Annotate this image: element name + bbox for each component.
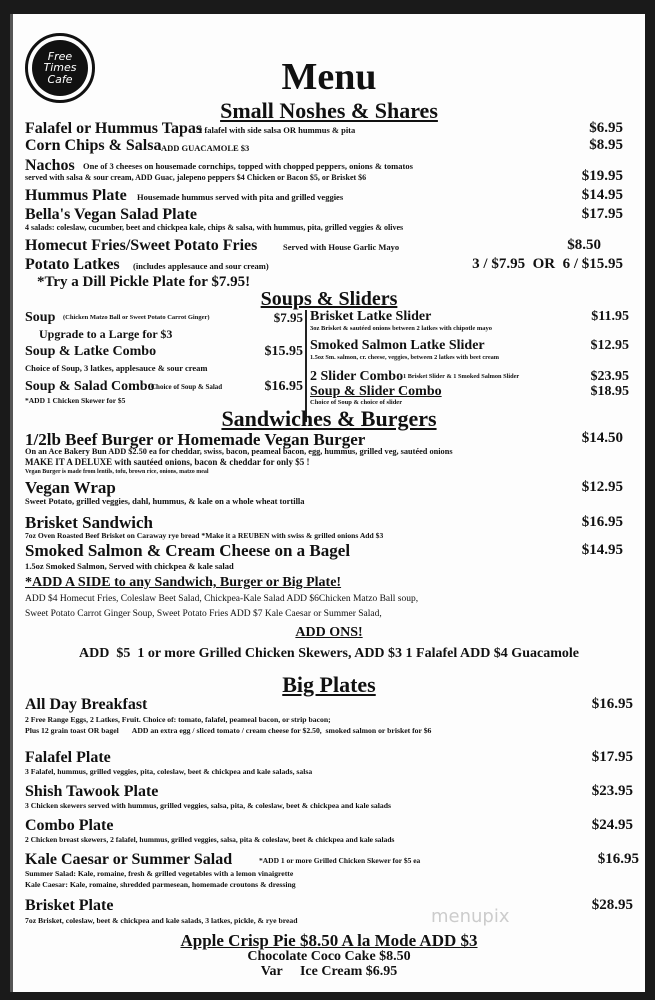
watermark: menupix (431, 906, 510, 927)
add-a-side-heading: *ADD A SIDE to any Sandwich, Burger or Big Plate! (25, 575, 342, 590)
item-desc: 2 Chicken breast skewers, 2 falafel, hummus, grilled veggies, salsa, pita & coleslaw, beet & chickpea and kale salads (25, 835, 395, 844)
item-name: Homecut Fries/Sweet Potato Fries (25, 237, 258, 254)
menu-page (10, 14, 645, 992)
item-desc: 1.5oz Smoked Salmon, Served with chickpea & kale salad (25, 561, 234, 571)
item-name: Shish Tawook Plate (25, 783, 159, 800)
item-price: $16.95 (597, 851, 639, 867)
add-ons-heading: ADD ONS! (295, 625, 363, 640)
item-desc: Upgrade to a Large for $3 (39, 327, 173, 341)
item-desc: 3oz Brisket & sautéed onions between 2 latkes with chipotle mayo (310, 325, 492, 332)
dessert-ice-cream: Var Ice Cream $6.95 (260, 964, 398, 979)
item-price: $23.95 (591, 783, 633, 799)
item-name: 2 Slider Combo (310, 369, 404, 384)
item-desc: *ADD 1 Chicken Skewer for $5 (25, 396, 126, 405)
item-desc: 3 Chicken skewers served with hummus, grilled veggies, salsa, pita, & coleslaw, beet & chickpea and kale salads (25, 801, 392, 810)
item-name: Falafel Plate (25, 749, 111, 766)
item-name: Combo Plate (25, 817, 114, 834)
item-name: 1/2lb Beef Burger or Homemade Vegan Burger (25, 430, 366, 449)
item-price: $11.95 (591, 309, 629, 324)
item-price: $17.95 (581, 206, 623, 222)
item-desc: 1.5oz Sm. salmon, cr. cheese, veggies, between 2 latkes with beet cream (310, 354, 500, 361)
item-desc: Kale Caesar: Kale, romaine, shredded parmesean, homemade croutons & dressing (25, 880, 296, 889)
item-price: 3 / $7.95 OR 6 / $15.95 (472, 256, 623, 272)
item-name: Soup & Salad Combo (25, 379, 155, 394)
item-desc: MAKE IT A DELUXE with sautéed onions, bacon & cheddar for only $5 ! (25, 457, 310, 467)
item-price: $7.95 (273, 310, 303, 325)
item-desc: 1 Brisket Slider & 1 Smoked Salmon Slider (403, 373, 520, 380)
side-options: Sweet Potato Carrot Ginger Soup, Sweet Potato Fries ADD $7 Kale Caesar or Summer Salad, (25, 609, 382, 619)
item-desc: 7oz Brisket, coleslaw, beet & chickpea and kale salads, 3 latkes, pickle, & rye bread (25, 916, 298, 925)
item-desc: Served with House Garlic Mayo (283, 242, 400, 252)
section-big-plates: Big Plates (282, 672, 376, 697)
item-desc: 2 Free Range Eggs, 2 Latkes, Fruit. Choice of: tomato, falafel, peameal bacon, or strip bacon; (25, 715, 331, 724)
item-desc: Vegan Burger is made from lentils, tofu, brown rice, onions, matzo meal (25, 469, 209, 475)
item-name: All Day Breakfast (25, 696, 148, 713)
item-name: Nachos (25, 157, 75, 174)
item-name: Bella's Vegan Salad Plate (25, 206, 198, 223)
item-name: Smoked Salmon Latke Slider (310, 338, 485, 353)
item-note: *ADD 1 or more Grilled Chicken Skewer for $5 ea (259, 856, 421, 865)
item-price: $19.95 (581, 168, 623, 184)
item-name: Brisket Plate (25, 897, 114, 914)
item-desc: 2 falafel with side salsa OR hummus & pita (198, 125, 356, 135)
item-price: $8.95 (589, 137, 623, 153)
item-price: $16.95 (264, 379, 303, 394)
item-desc: Sweet Potato, grilled veggies, dahl, hummus, & kale on a whole wheat tortilla (25, 496, 305, 506)
item-desc: served with salsa & sour cream, ADD Guac, jalepeno peppers $4 Chicken or Bacon $5, or Brisket $6 (25, 173, 367, 182)
item-name: Soup & Slider Combo (310, 384, 442, 399)
item-name: Smoked Salmon & Cream Cheese on a Bagel (25, 541, 351, 560)
cafe-logo: Free Times Cafe (25, 33, 95, 103)
item-name: Vegan Wrap (25, 478, 116, 497)
item-price: $12.95 (581, 479, 623, 495)
item-name: Corn Chips & Salsa (25, 137, 162, 154)
item-desc: (includes applesauce and sour cream) (133, 261, 269, 271)
item-name: Hummus Plate (25, 187, 127, 204)
item-name: Kale Caesar or Summer Salad (25, 851, 233, 868)
item-price: $16.95 (581, 514, 623, 530)
item-desc: Summer Salad: Kale, romaine, fresh & grilled vegetables with a lemon vinaigrette (25, 869, 294, 878)
item-price: $6.95 (589, 120, 623, 136)
item-price: $24.95 (591, 817, 633, 833)
section-small-noshes: Small Noshes & Shares (220, 98, 438, 123)
item-desc: 7oz Oven Roasted Beef Brisket on Caraway rye bread *Make it a REUBEN with swiss & grilled onions Add $3 (25, 531, 384, 540)
item-desc: On an Ace Bakery Bun ADD $2.50 ea for cheddar, swiss, bacon, peameal bacon, egg, hummus, grilled veg, sautéed onions (25, 447, 453, 456)
dessert-chocolate-cake: Chocolate Coco Cake $8.50 (247, 949, 411, 964)
item-desc: Choice of Soup, 3 latkes, applesauce & sour cream (25, 363, 208, 373)
item-desc: One of 3 cheeses on housemade cornchips, topped with chopped peppers, onions & tomatos (83, 161, 413, 171)
item-price: $12.95 (590, 338, 629, 353)
item-desc: Choice of Soup & choice of slider (310, 399, 403, 406)
item-desc: Plus 12 grain toast OR bagel ADD an extra egg / sliced tomato / cream cheese for $2.50, smoked salmon or brisket for $6 (25, 726, 432, 735)
item-desc: (Chicken Matzo Ball or Sweet Potato Carrot Ginger) (63, 314, 210, 321)
item-price: $8.50 (567, 237, 601, 253)
item-name: Soup (25, 310, 56, 325)
item-desc: 3 Falafel, hummus, grilled veggies, pita, coleslaw, beet & chickpea and kale salads, salsa (25, 767, 313, 776)
item-desc: Housemade hummus served with pita and grilled veggies (137, 192, 344, 202)
item-name: Brisket Sandwich (25, 513, 153, 532)
section-soups-sliders: Soups & Sliders (260, 288, 398, 310)
side-options: ADD $4 Homecut Fries, Coleslaw Beet Salad, Chickpea-Kale Salad ADD $6Chicken Matzo Ball soup, (25, 594, 419, 604)
item-name: Soup & Latke Combo (25, 344, 157, 359)
item-name: Falafel or Hummus Tapas (25, 120, 203, 137)
menu-title: Menu (281, 56, 377, 98)
item-price: $14.50 (581, 430, 623, 446)
item-price: $16.95 (591, 696, 633, 712)
item-price: $18.95 (590, 384, 629, 399)
item-name: Potato Latkes (25, 256, 120, 273)
item-price: $23.95 (590, 369, 629, 384)
item-desc: Choice of Soup & Salad (151, 383, 223, 391)
item-price: $14.95 (581, 187, 623, 203)
dill-pickle-note: *Try a Dill Pickle Plate for $7.95! (37, 274, 251, 290)
item-name: Brisket Latke Slider (310, 309, 432, 324)
item-price: $14.95 (581, 542, 623, 558)
item-desc: ADD GUACAMOLE $3 (161, 143, 250, 153)
dessert-apple-crisp: Apple Crisp Pie $8.50 A la Mode ADD $3 (180, 931, 478, 950)
section-sandwiches: Sandwiches & Burgers (221, 406, 437, 431)
add-ons-line: ADD $5 1 or more Grilled Chicken Skewers, ADD $3 1 Falafel ADD $4 Guacamole (79, 646, 579, 661)
item-price: $15.95 (264, 344, 303, 359)
item-desc: 4 salads: coleslaw, cucumber, beet and chickpea kale, chips & salsa, with hummus, pita, grilled veggies & olives (25, 223, 404, 232)
item-price: $28.95 (591, 897, 633, 913)
item-price: $17.95 (591, 749, 633, 765)
